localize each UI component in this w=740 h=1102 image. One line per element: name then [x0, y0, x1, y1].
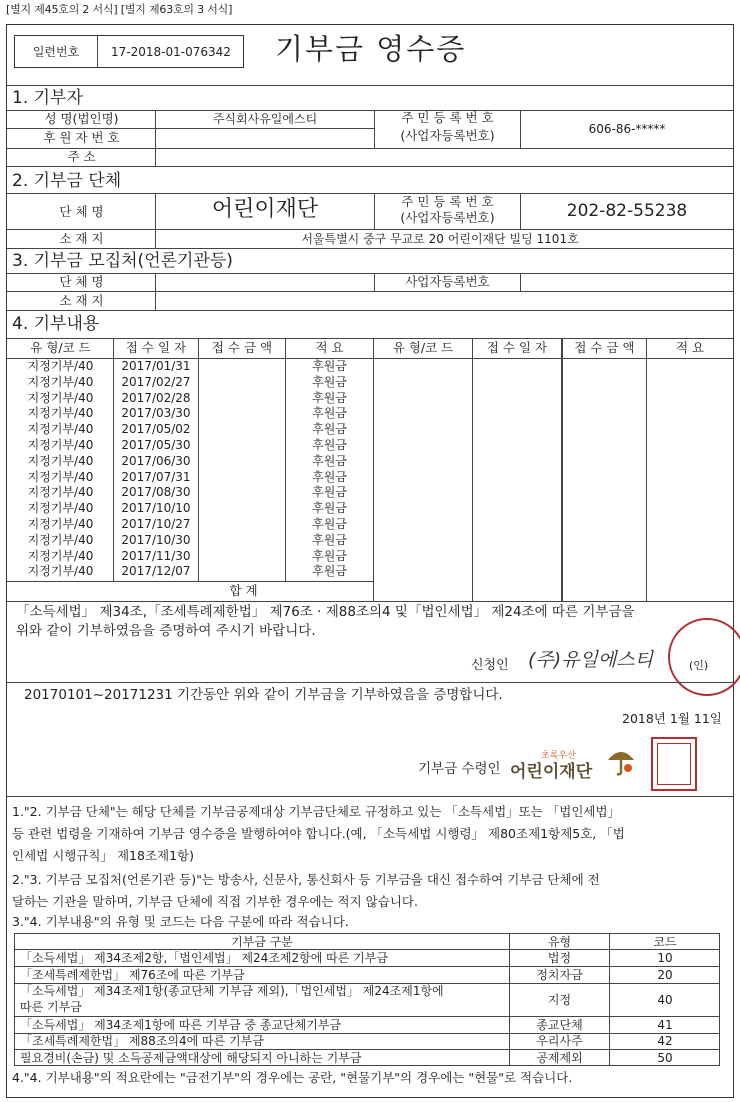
row-note: 후원금 [312, 548, 347, 563]
col-note-header-left: 적 요 [315, 340, 344, 355]
row-type: 지정기부/40 [27, 406, 94, 421]
row-type: 지정기부/40 [27, 469, 94, 484]
row-note: 후원금 [312, 485, 347, 500]
page-title: 기부금 영수증 [275, 32, 467, 66]
code-row-code: 42 [657, 1034, 673, 1048]
sponsor-no-label: 후 원 자 번 호 [43, 130, 120, 145]
code-row-divider [14, 1016, 720, 1017]
row-date: 2017/08/30 [121, 485, 191, 500]
code-row-type: 법정 [547, 950, 572, 965]
donor-id-label: 주 민 등 록 번 호 [401, 110, 494, 125]
row-type: 지정기부/40 [27, 438, 94, 452]
note-1-line-3: 인세법 시행규칙」 제18조제1항) [12, 848, 195, 863]
row-type: 지정기부/40 [27, 485, 94, 500]
org-biz-label: (사업자등록번호) [400, 210, 495, 225]
code-row-kind: 필요경비(손금) 및 소득공제금액대상에 해당되지 아니하는 기부금 [20, 1050, 362, 1065]
code-row-code: 50 [657, 1050, 673, 1065]
row-note: 후원금 [312, 469, 347, 484]
receiver-org-name: 어린이재단 [510, 762, 593, 782]
note-1-line-2: 등 관련 법령을 기재하여 기부금 영수증을 발행하여야 합니다.(예, 「소득세법 시행령」 제80조제1항제5호, 「법 [12, 826, 625, 841]
row-date: 2017/10/30 [121, 532, 191, 547]
row-type: 지정기부/40 [27, 532, 94, 547]
row-type: 지정기부/40 [27, 374, 94, 389]
donor-name-label: 성 명(법인명) [44, 111, 119, 126]
code-row-kind: 「조세특례제한법」 제76조에 따른 기부금 [20, 967, 245, 982]
row-date: 2017/02/27 [121, 374, 191, 389]
org-name-value: 어린이재단 [211, 197, 319, 222]
org-name-label: 단 체 명 [59, 204, 104, 219]
code-row-divider [14, 966, 720, 967]
row-note: 후원금 [312, 406, 347, 421]
section-2-heading: 2. 기부금 단체 [12, 171, 122, 191]
org-id-value: 202-82-55238 [566, 201, 688, 221]
row-type: 지정기부/40 [27, 422, 94, 437]
col-note-header-right: 적 요 [675, 340, 705, 355]
row-date: 2017/10/27 [121, 517, 191, 531]
code-row-kind: 「소득세법」 제34조제1항에 따른 기부금 중 종교단체기부금 [20, 1017, 342, 1032]
certify-text: 20170101~20171231 기간동안 위와 같이 기부금을 기부하였음을 증명합니다. [24, 687, 503, 703]
row-date: 2017/03/30 [121, 406, 191, 421]
org-official-seal [651, 737, 697, 791]
code-row-type: 우리사주 [536, 1034, 583, 1048]
row-date: 2017/07/31 [121, 469, 191, 484]
collector-location-label: 소 재 지 [59, 293, 104, 308]
org-location-label: 소 재 지 [59, 231, 104, 246]
col-type-header-right: 유 형/코 드 [392, 340, 454, 355]
row-date: 2017/01/31 [121, 359, 191, 373]
col-date-header-left: 접 수 일 자 [125, 340, 187, 355]
row-date: 2017/05/02 [121, 422, 191, 437]
org-location-value: 서울특별시 중구 무교로 20 어린이재단 빌딩 1101호 [301, 232, 579, 246]
row-note: 후원금 [312, 564, 347, 579]
code-row-code: 20 [657, 967, 673, 982]
code-row-kind-cont: 따른 기부금 [20, 1000, 82, 1014]
donor-name-value: 주식회사유일에스티 [212, 112, 318, 126]
row-date: 2017/02/28 [121, 390, 191, 405]
row-note: 후원금 [312, 532, 347, 547]
applicant-signature: (주)유일에스티 [528, 649, 653, 671]
serial-value: 17-2018-01-076342 [111, 45, 231, 59]
code-col-kind: 기부금 구분 [231, 935, 293, 949]
row-date: 2017/12/07 [121, 564, 191, 579]
note-2-line-2: 달하는 기관을 말하며, 기부금 단체에 직접 기부한 경우에는 적지 않습니다. [12, 894, 418, 909]
row-type: 지정기부/40 [27, 359, 94, 373]
row-note: 후원금 [312, 517, 347, 531]
applicant-seal-mark: (인) [689, 659, 709, 672]
row-note: 후원금 [312, 453, 347, 468]
total-label: 합 계 [229, 583, 258, 598]
note-4: 4."4. 기부내용"의 적요란에는 "금전기부"의 경우에는 공란, "현물기부"의 경우에는 "현물"로 적습니다. [12, 1070, 573, 1085]
row-type: 지정기부/40 [27, 501, 94, 516]
serial-label: 일련번호 [32, 45, 80, 59]
code-row-code: 41 [657, 1017, 673, 1032]
donor-biz-label: (사업자등록번호) [400, 128, 495, 143]
row-date: 2017/06/30 [121, 453, 191, 468]
issue-date: 2018년 1월 11일 [622, 711, 722, 726]
code-col-type: 유형 [547, 935, 572, 949]
row-type: 지정기부/40 [27, 517, 94, 531]
row-note: 후원금 [312, 390, 347, 405]
code-row-type: 정치자금 [536, 967, 583, 982]
row-type: 지정기부/40 [27, 548, 94, 563]
code-col-code: 코드 [653, 935, 677, 949]
request-line-1: 「소득세법」 제34조,「조세특례제한법」 제76조 · 제88조의4 및「법인세법」 제24조에 따른 기부금을 [16, 604, 635, 620]
section-4-heading: 4. 기부내용 [12, 314, 100, 334]
collector-name-label: 단 체 명 [59, 274, 104, 289]
row-note: 후원금 [312, 359, 347, 373]
code-row-kind: 「소득세법」 제34조제2항,「법인세법」 제24조제2항에 따른 기부금 [20, 950, 388, 965]
row-note: 후원금 [312, 374, 347, 389]
note-1-line-1: 1."2. 기부금 단체"는 해당 단체를 기부금공제대상 기부금단체로 규정하고 있는 「소득세법」또는 「법인세법」 [12, 804, 621, 819]
org-id-label: 주 민 등 록 번 호 [401, 194, 494, 209]
receiver-label: 기부금 수령인 [418, 761, 501, 777]
section-1-heading: 1. 기부자 [12, 88, 83, 108]
row-date: 2017/10/10 [121, 501, 191, 516]
code-row-type: 종교단체 [536, 1017, 583, 1032]
donor-id-value: 606-86-***** [588, 122, 666, 136]
serial-box [14, 35, 244, 68]
note-3: 3."4. 기부내용"의 유형 및 코드는 다음 구분에 따라 적습니다. [12, 914, 349, 929]
code-row-kind: 「소득세법」 제34조제1항(종교단체 기부금 제외),「법인세법」 제24조제1항에 [20, 984, 444, 998]
org-tag: 초록우산 [541, 751, 576, 761]
form-reference: [별지 제45호의 2 서식] [별지 제63호의 3 서식] [6, 3, 233, 16]
row-date: 2017/11/30 [121, 548, 191, 563]
row-type: 지정기부/40 [27, 390, 94, 405]
row-note: 후원금 [312, 438, 347, 452]
row-type: 지정기부/40 [27, 453, 94, 468]
col-amount-header-right: 접 수 금 액 [574, 340, 635, 355]
section-3-heading: 3. 기부금 모집처(언론기관등) [12, 251, 233, 271]
code-row-kind: 「조세특례제한법」 제88조의4에 따른 기부금 [20, 1034, 264, 1048]
applicant-company-stamp [668, 618, 740, 696]
request-line-2: 위와 같이 기부하였음을 증명하여 주시기 바랍니다. [16, 623, 316, 639]
code-row-code: 10 [657, 950, 673, 965]
donor-address-label: 주 소 [67, 149, 96, 164]
row-date: 2017/05/30 [121, 438, 191, 452]
row-note: 후원금 [312, 501, 347, 516]
col-date-header-right: 접 수 일 자 [486, 340, 548, 355]
row-note: 후원금 [312, 422, 347, 437]
umbrella-logo-icon [606, 744, 636, 776]
col-amount-header-left: 접 수 금 액 [211, 340, 273, 355]
col-type-header-left: 유 형/코 드 [30, 340, 91, 355]
row-type: 지정기부/40 [27, 564, 94, 579]
code-row-type: 공제제외 [536, 1050, 583, 1065]
code-row-type: 지정 [547, 992, 572, 1007]
note-2-line-1: 2."3. 기부금 모집처(언론기관 등)"는 방송사, 신문사, 통신회사 등 기부금을 대신 접수하여 기부금 단체에 전 [12, 872, 600, 887]
collector-biz-label: 사업자등록번호 [405, 274, 490, 289]
code-row-divider [14, 1049, 720, 1050]
applicant-label: 신청인 [471, 658, 509, 673]
code-row-code: 40 [657, 992, 673, 1007]
